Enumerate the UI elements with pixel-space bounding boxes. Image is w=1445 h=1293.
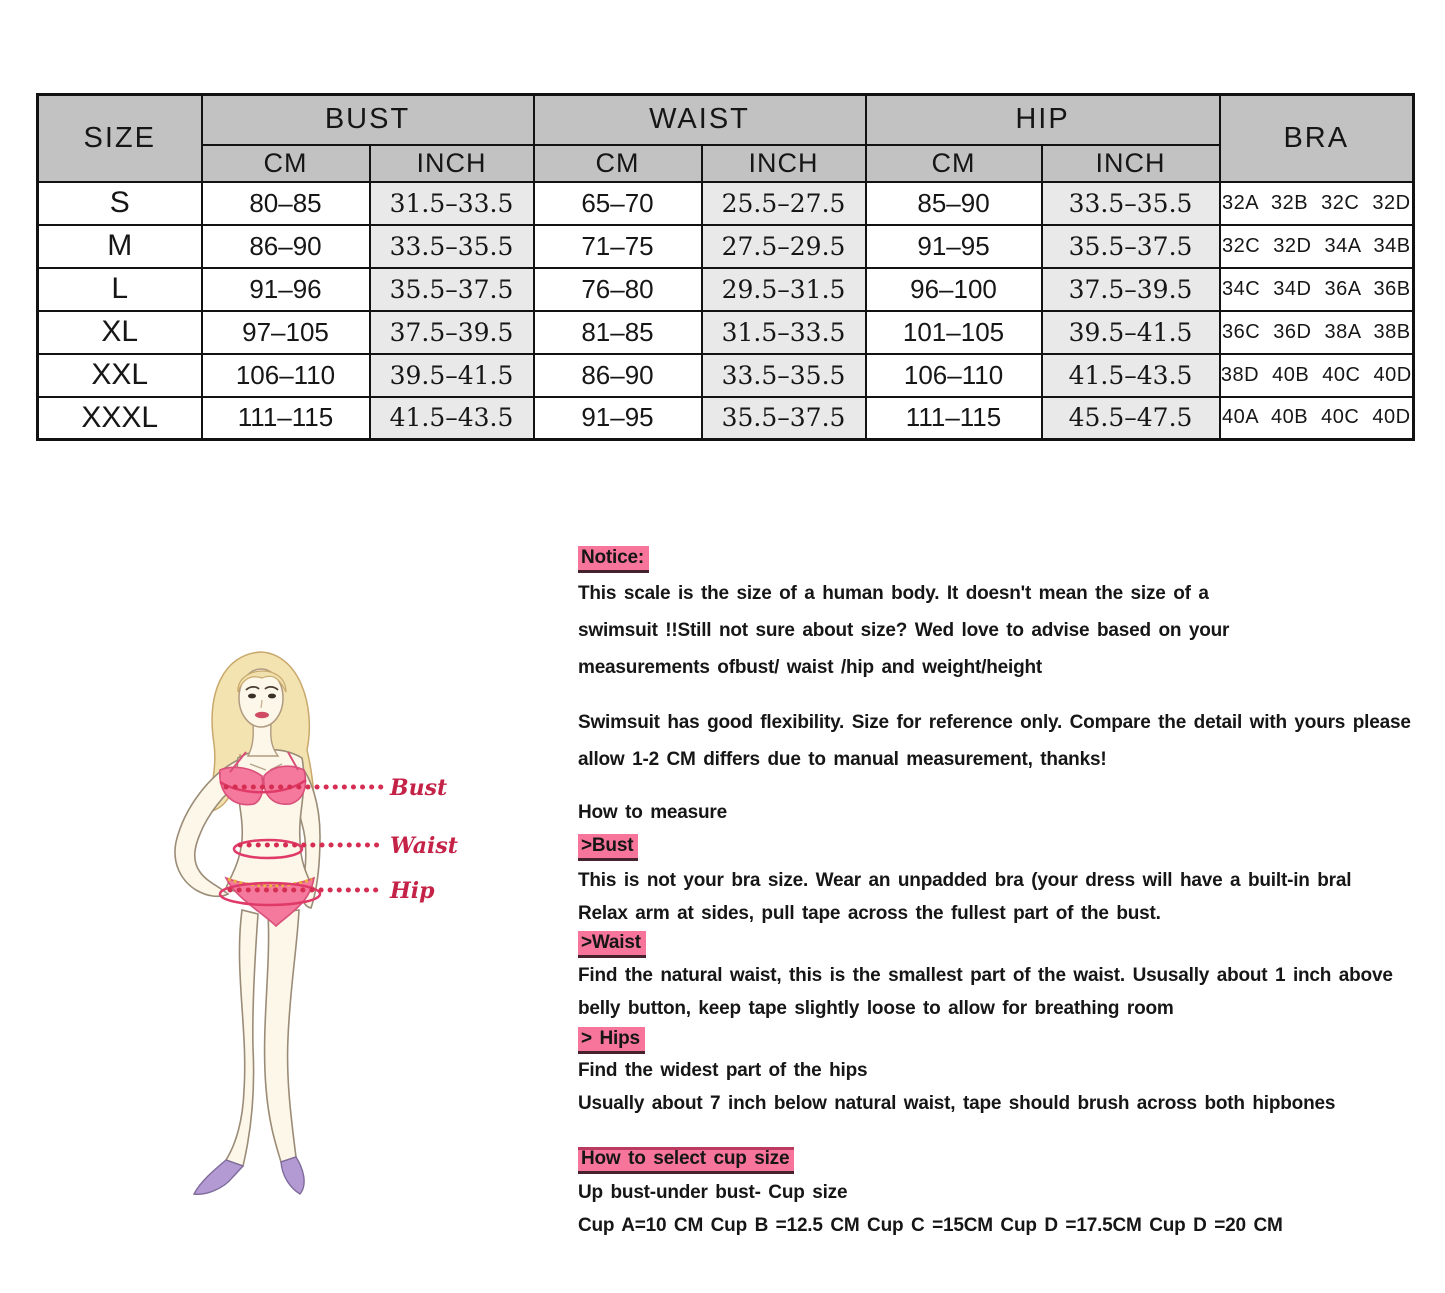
bust-inch: 33.5–35.5 (370, 225, 534, 268)
header-size: SIZE (38, 95, 202, 182)
bust-heading-highlight: >Bust (578, 834, 638, 861)
hip-inch: 37.5–39.5 (1042, 268, 1220, 311)
hip-inch: 39.5–41.5 (1042, 311, 1220, 354)
cup-size-line: Up bust-under bust- Cup size (578, 1182, 848, 1203)
figure-right-shoe (281, 1157, 304, 1194)
bust-inch: 39.5–41.5 (370, 354, 534, 397)
waist-inch: 25.5–27.5 (702, 182, 866, 225)
table-row (38, 225, 1414, 268)
bra-sizes: 36C 36D 38A 38B (1220, 311, 1414, 354)
waist-cm: 91–95 (534, 397, 702, 440)
bust-cm: 80–85 (202, 182, 370, 225)
header-hip-cm: CM (866, 145, 1042, 182)
bust-cm: 91–96 (202, 268, 370, 311)
bust-cm: 106–110 (202, 354, 370, 397)
size-label: XXL (38, 354, 202, 397)
waist-inch: 31.5–33.5 (702, 311, 866, 354)
waist-inch: 35.5–37.5 (702, 397, 866, 440)
waist-cm: 86–90 (534, 354, 702, 397)
figure-right-eye (268, 694, 276, 699)
table-row (38, 354, 1414, 397)
header-bust-cm: CM (202, 145, 370, 182)
table-row (38, 182, 1414, 225)
figure-lips (255, 712, 269, 718)
bra-sizes: 32A 32B 32C 32D (1220, 182, 1414, 225)
waist-inch: 29.5–31.5 (702, 268, 866, 311)
figure-bust-label: Bust (390, 775, 448, 801)
hip-cm: 101–105 (866, 311, 1042, 354)
size-label: L (38, 268, 202, 311)
bust-instruction-line: This is not your bra size. Wear an unpadded bra (your dress will have a built-in bral (578, 870, 1352, 891)
bust-cm: 97–105 (202, 311, 370, 354)
how-to-measure-title: How to measure (578, 802, 727, 823)
bust-inch: 41.5–43.5 (370, 397, 534, 440)
figure-left-leg (226, 910, 258, 1166)
waist-instruction-line: Find the natural waist, this is the smallest part of the waist. Ususally about 1 inch above (578, 965, 1393, 986)
waist-cm: 76–80 (534, 268, 702, 311)
header-waist: WAIST (534, 95, 866, 145)
cup-size-line: Cup A=10 CM Cup B =12.5 CM Cup C =15CM Cup D =17.5CM Cup D =20 CM (578, 1215, 1283, 1236)
flexibility-line: Swimsuit has good flexibility. Size for reference only. Compare the detail with yours please (578, 712, 1411, 733)
header-bra: BRA (1220, 95, 1414, 182)
waist-cm: 65–70 (534, 182, 702, 225)
table-row (38, 268, 1414, 311)
hip-inch: 35.5–37.5 (1042, 225, 1220, 268)
bust-inch: 37.5–39.5 (370, 311, 534, 354)
size-table (36, 93, 1415, 441)
bust-cm: 111–115 (202, 397, 370, 440)
flexibility-line: allow 1-2 CM differs due to manual measurement, thanks! (578, 749, 1107, 770)
hips-heading (578, 1026, 645, 1051)
size-label: S (38, 182, 202, 225)
waist-cm: 71–75 (534, 225, 702, 268)
hip-cm: 91–95 (866, 225, 1042, 268)
hip-cm: 111–115 (866, 397, 1042, 440)
size-label: XL (38, 311, 202, 354)
figure-waist-label: Waist (390, 833, 458, 859)
figure-left-shoe (194, 1160, 243, 1194)
figure-hip-label: Hip (390, 878, 435, 904)
cup-size-heading (578, 1146, 794, 1171)
waist-inch: 33.5–35.5 (702, 354, 866, 397)
notice-heading-highlight: Notice: (578, 546, 649, 573)
waist-heading (578, 930, 646, 955)
bust-inch: 35.5–37.5 (370, 268, 534, 311)
hip-inch: 41.5–43.5 (1042, 354, 1220, 397)
bust-heading (578, 833, 638, 858)
hips-heading-highlight: > Hips (578, 1027, 645, 1054)
hips-instruction-line: Find the widest part of the hips (578, 1060, 868, 1081)
waist-cm: 81–85 (534, 311, 702, 354)
bra-sizes: 32C 32D 34A 34B (1220, 225, 1414, 268)
header-bust-inch: INCH (370, 145, 534, 182)
notice-body-line: This scale is the size of a human body. It doesn't mean the size of a (578, 583, 1209, 604)
size-label: M (38, 225, 202, 268)
waist-instruction-line: belly button, keep tape slightly loose to allow for breathing room (578, 998, 1174, 1019)
header-waist-inch: INCH (702, 145, 866, 182)
size-label: XXXL (38, 397, 202, 440)
waist-inch: 27.5–29.5 (702, 225, 866, 268)
hip-cm: 106–110 (866, 354, 1042, 397)
hip-cm: 96–100 (866, 268, 1042, 311)
waist-heading-highlight: >Waist (578, 931, 646, 958)
header-bust: BUST (202, 95, 534, 145)
hips-instruction-line: Usually about 7 inch below natural waist, tape should brush across both hipbones (578, 1093, 1336, 1114)
hip-inch: 45.5–47.5 (1042, 397, 1220, 440)
figure-right-leg (265, 910, 299, 1162)
bust-cm: 86–90 (202, 225, 370, 268)
header-hip-inch: INCH (1042, 145, 1220, 182)
bra-sizes: 34C 34D 36A 36B (1220, 268, 1414, 311)
table-row (38, 311, 1414, 354)
hip-inch: 33.5–35.5 (1042, 182, 1220, 225)
measurement-figure (150, 648, 570, 1228)
table-row (38, 397, 1414, 440)
bra-sizes: 40A 40B 40C 40D (1220, 397, 1414, 440)
figure-left-eye (248, 694, 256, 699)
header-waist-cm: CM (534, 145, 702, 182)
notice-body-line: swimsuit !!Still not sure about size? Wed love to advise based on your (578, 620, 1230, 641)
hip-cm: 85–90 (866, 182, 1042, 225)
bust-inch: 31.5–33.5 (370, 182, 534, 225)
figure-illustration (150, 648, 570, 1228)
notice-body-line: measurements ofbust/ waist /hip and weight/height (578, 657, 1043, 678)
notice-heading (578, 545, 649, 570)
cup-size-heading-highlight: How to select cup size (578, 1147, 794, 1174)
bra-sizes: 38D 40B 40C 40D (1220, 354, 1414, 397)
header-hip: HIP (866, 95, 1220, 145)
bust-instruction-line: Relax arm at sides, pull tape across the fullest part of the bust. (578, 903, 1161, 924)
